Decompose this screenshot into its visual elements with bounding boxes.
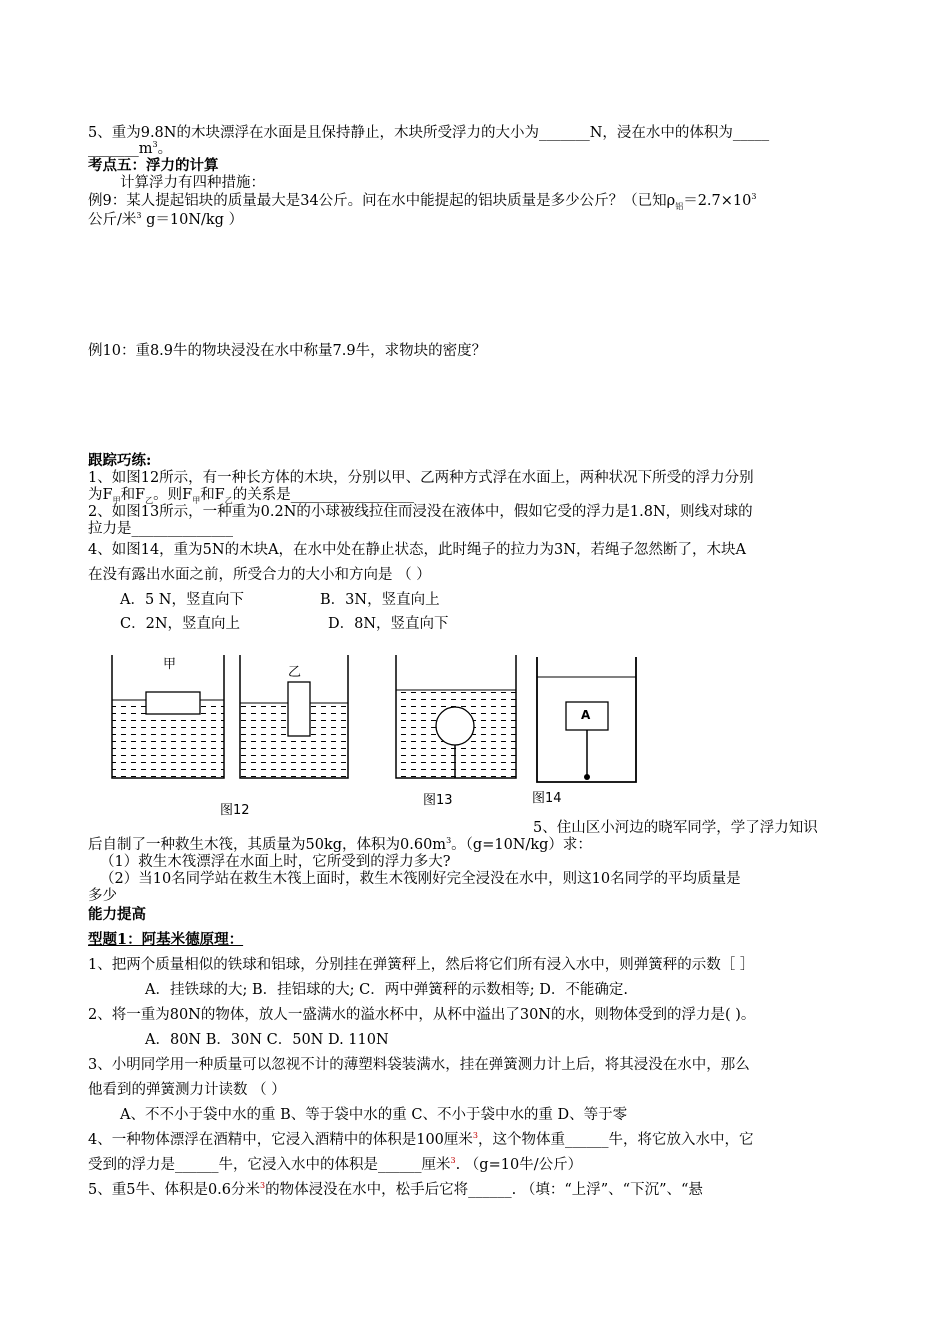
ability-title: 能力提高: [88, 906, 146, 923]
p5-sup: 3: [260, 1181, 266, 1191]
q1-sub4: 乙: [224, 495, 233, 505]
label-jia: 甲: [163, 657, 177, 672]
section5-intro: 计算浮力有四种措施：: [120, 175, 265, 191]
ex9-sub: 铝: [675, 201, 684, 211]
type1-title: 型题1：阿基米德原理：: [88, 931, 244, 948]
ability-p3-line2: 他看到的弹簧测力计读数 （ ）: [88, 1082, 286, 1098]
track-q2-line2: 拉力是______________: [88, 521, 233, 537]
ability-p3-line1: 3、小明同学用一种质量可以忽视不计的薄塑料袋装满水，挂在弹簧测力计上后，将其浸没在水中，那么: [88, 1057, 750, 1073]
section5-title: 考点五：浮力的计算: [88, 157, 219, 174]
track-q1-line1: 1、如图12所示，有一种长方体的木块，分别以甲、乙两种方式浮在水面上，两种状况下所受的浮力分别: [88, 470, 754, 486]
q4-option-b: B．3N，竖直向上: [320, 592, 440, 608]
q1-sub3: 甲: [192, 495, 201, 505]
p4-a: 4、一种物体漂浮在酒精中，它浸入酒精中的体积是100厘米: [88, 1132, 473, 1148]
ex9-g: g＝10N/kg ）: [141, 212, 244, 228]
p5-b: 的物体浸没在水中，松手后它将______. （填：“上浮”、“下沉”、“悬: [265, 1182, 703, 1198]
q5b-text-a: 后自制了一种救生木筏，其质量为50kg，体积为0.60m: [88, 837, 447, 853]
q5-line1: [88, 124, 769, 142]
q4-option-a: A．5 N，竖直向下: [120, 592, 244, 608]
q5b-line2: [88, 836, 592, 854]
q1-d: 和F: [200, 487, 225, 503]
figure13-beaker: [396, 655, 516, 778]
ability-p2-options: A．80N B．30N C．50N D. 110N: [145, 1032, 389, 1048]
q1-sub2: 乙: [145, 495, 154, 505]
label-block-a: A: [581, 708, 591, 722]
p4-c: 受到的浮力是______牛，它浸入水中的体积是______厘米: [88, 1157, 451, 1173]
caption-figure13: 图13: [423, 793, 453, 808]
figure12-beaker-jia: [112, 655, 224, 778]
caption-figure14: 图14: [532, 791, 562, 806]
q5b-line3: （1）救生木筏漂浮在水面上时，它所受到的浮力多大?: [100, 854, 451, 870]
p4-sup1: 3: [472, 1131, 478, 1141]
q5-end: 。: [157, 141, 173, 157]
q5-sup: 3: [152, 140, 158, 150]
q1-b: 和F: [120, 487, 146, 503]
q1-a: 为F: [88, 487, 113, 503]
p4-d: . （g=10牛/公斤）: [455, 1157, 583, 1173]
ability-p1-options: A．挂铁球的大; B．挂铝球的大; C．两中弹簧秤的示数相等; D．不能确定.: [145, 982, 628, 998]
ex9-unit: 公斤/米: [88, 212, 137, 228]
q1-e: 的关系是_________________: [232, 487, 414, 503]
ability-p4-line1: [88, 1131, 754, 1149]
q5b-text-b: 。（g=10N/kg）求：: [451, 837, 592, 853]
ex9-unit-sup: 3: [136, 211, 142, 221]
track-q1-line2: [88, 486, 414, 504]
p4-b: ，这个物体重______牛，将它放入水中，它: [478, 1132, 754, 1148]
q5b-line5: 多少: [88, 888, 117, 904]
q5-text: 5、重为9.8N的木块漂浮在水面是且保持静止，木块所受浮力的大小为_______N，浸在水中的体积为_____: [88, 125, 770, 141]
figures-12-13-14: [100, 640, 660, 790]
ability-p1: 1、把两个质量相似的铁球和铝球，分别挂在弹簧秤上，然后将它们所有浸入水中，则弹簧秤的示数［ ］: [88, 957, 755, 973]
q1-sub1: 甲: [112, 495, 121, 505]
ability-p2: 2、将一重为80N的物体，放人一盛满水的溢水杯中，从杯中溢出了30N的水，则物体受到的浮力是( )。: [88, 1007, 756, 1023]
q4-option-d: D．8N，竖直向下: [328, 616, 449, 632]
ability-p3-options: A、不不小于袋中水的重 B、等于袋中水的重 C、不小于袋中水的重 D、等于零: [120, 1107, 628, 1123]
example9-line1: [88, 192, 756, 210]
q1-c: 。则F: [153, 487, 193, 503]
q5b-sup: 3: [446, 836, 452, 846]
example9-line2: [88, 211, 243, 229]
ability-p4-line2: [88, 1156, 582, 1174]
track-title: 跟踪巧练:: [88, 452, 152, 469]
q5-blank: _______m: [88, 141, 153, 157]
track-q4-line2: 在没有露出水面之前，所受合力的大小和方向是 （ ）: [88, 567, 431, 583]
track-q2-line1: 2、如图13所示，一种重为0.2N的小球被线拉住而浸没在液体中，假如它受的浮力是1.8N，则线对球的: [88, 504, 753, 520]
q5-line2: [88, 140, 172, 158]
p5-a: 5、重5牛、体积是0.6分米: [88, 1182, 261, 1198]
track-q4-line1: 4、如图14，重为5N的木块A，在水中处在静止状态，此时绳子的拉力为3N，若绳子忽然断了，木块A: [88, 542, 746, 558]
caption-figure12: 图12: [220, 803, 250, 818]
q5b-line1: 5、住山区小河边的晓军同学，学了浮力知识: [533, 820, 818, 836]
ex9-sup: 3: [751, 192, 757, 202]
example10: 例10：重8.9牛的物块浸没在水中称量7.9牛，求物块的密度？: [88, 343, 487, 359]
ex9-text-b: ＝2.7×10: [683, 193, 752, 209]
ability-p5: [88, 1181, 703, 1199]
q5b-line4: （2）当10名同学站在救生木筏上面时，救生木筏刚好完全浸没在水中，则这10名同学的平均质量是: [100, 871, 741, 887]
q4-option-c: C．2N，竖直向上: [120, 616, 241, 632]
ex9-text: 例9：某人提起铝块的质量最大是34公斤。问在水中能提起的铝块质量是多少公斤？（已知ρ: [88, 193, 676, 209]
label-yi: 乙: [288, 665, 302, 680]
p4-sup2: 3: [450, 1156, 456, 1166]
